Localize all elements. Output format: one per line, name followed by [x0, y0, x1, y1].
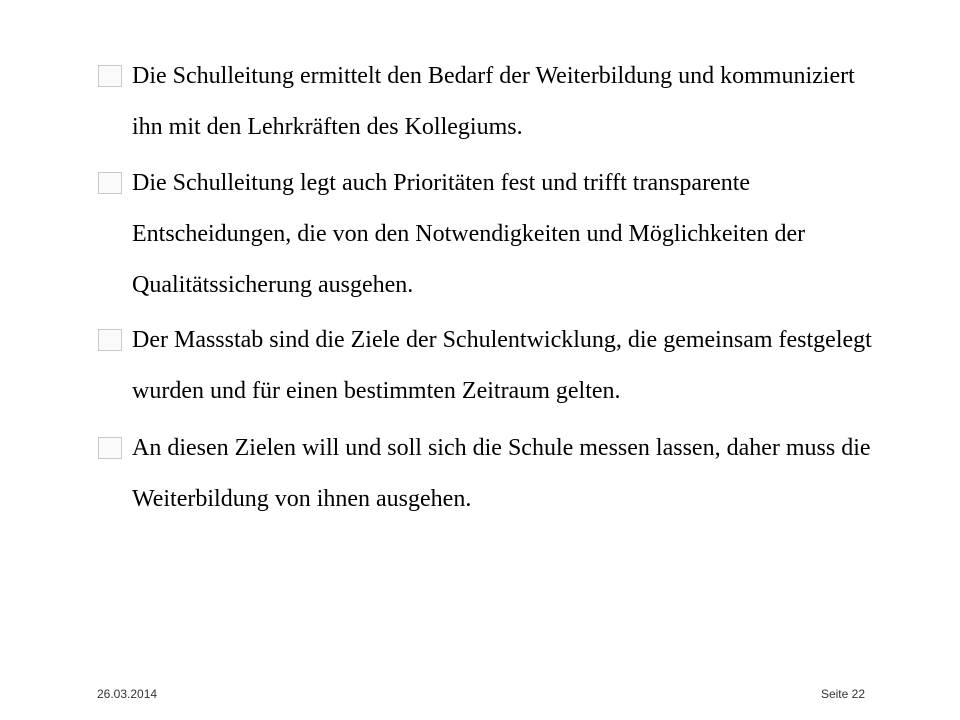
bullet-list-3 — [98, 315, 898, 417]
footer-page-number: Seite 22 — [820, 687, 865, 701]
bullet-list-2 — [98, 158, 898, 311]
bullet-marker-icon — [98, 329, 122, 351]
bullet-text: An diesen Zielen will und soll sich die Schule messen lassen, daher muss die Weiterbildung von ihnen ausgehen. — [132, 435, 871, 512]
bullet-text: Der Massstab sind die Ziele der Schulentwicklung, die gemeinsam festgelegt wurden und für einen bestimmten Zeitraum gelten. — [132, 327, 872, 404]
bullet-text: Die Schulleitung ermittelt den Bedarf der Weiterbildung und kommuniziert ihn mit den Lehrkräften des Kollegiums. — [132, 63, 855, 140]
footer-date: 26.03.2014 — [97, 687, 158, 701]
bullet-item — [98, 423, 898, 525]
bullet-list-1 — [98, 51, 898, 153]
bullet-marker-icon — [98, 65, 122, 87]
bullet-marker-icon — [98, 172, 122, 194]
bullet-marker-icon — [98, 437, 122, 459]
bullet-list-4 — [98, 423, 898, 525]
bullet-text: Die Schulleitung legt auch Prioritäten fest und trifft transparente Entscheidungen, die von den Notwendigkeiten und Möglichkeiten der Qualitätssicherung ausgehen. — [132, 170, 806, 298]
bullet-item — [98, 158, 898, 311]
bullet-item — [98, 51, 898, 153]
bullet-item — [98, 315, 898, 417]
